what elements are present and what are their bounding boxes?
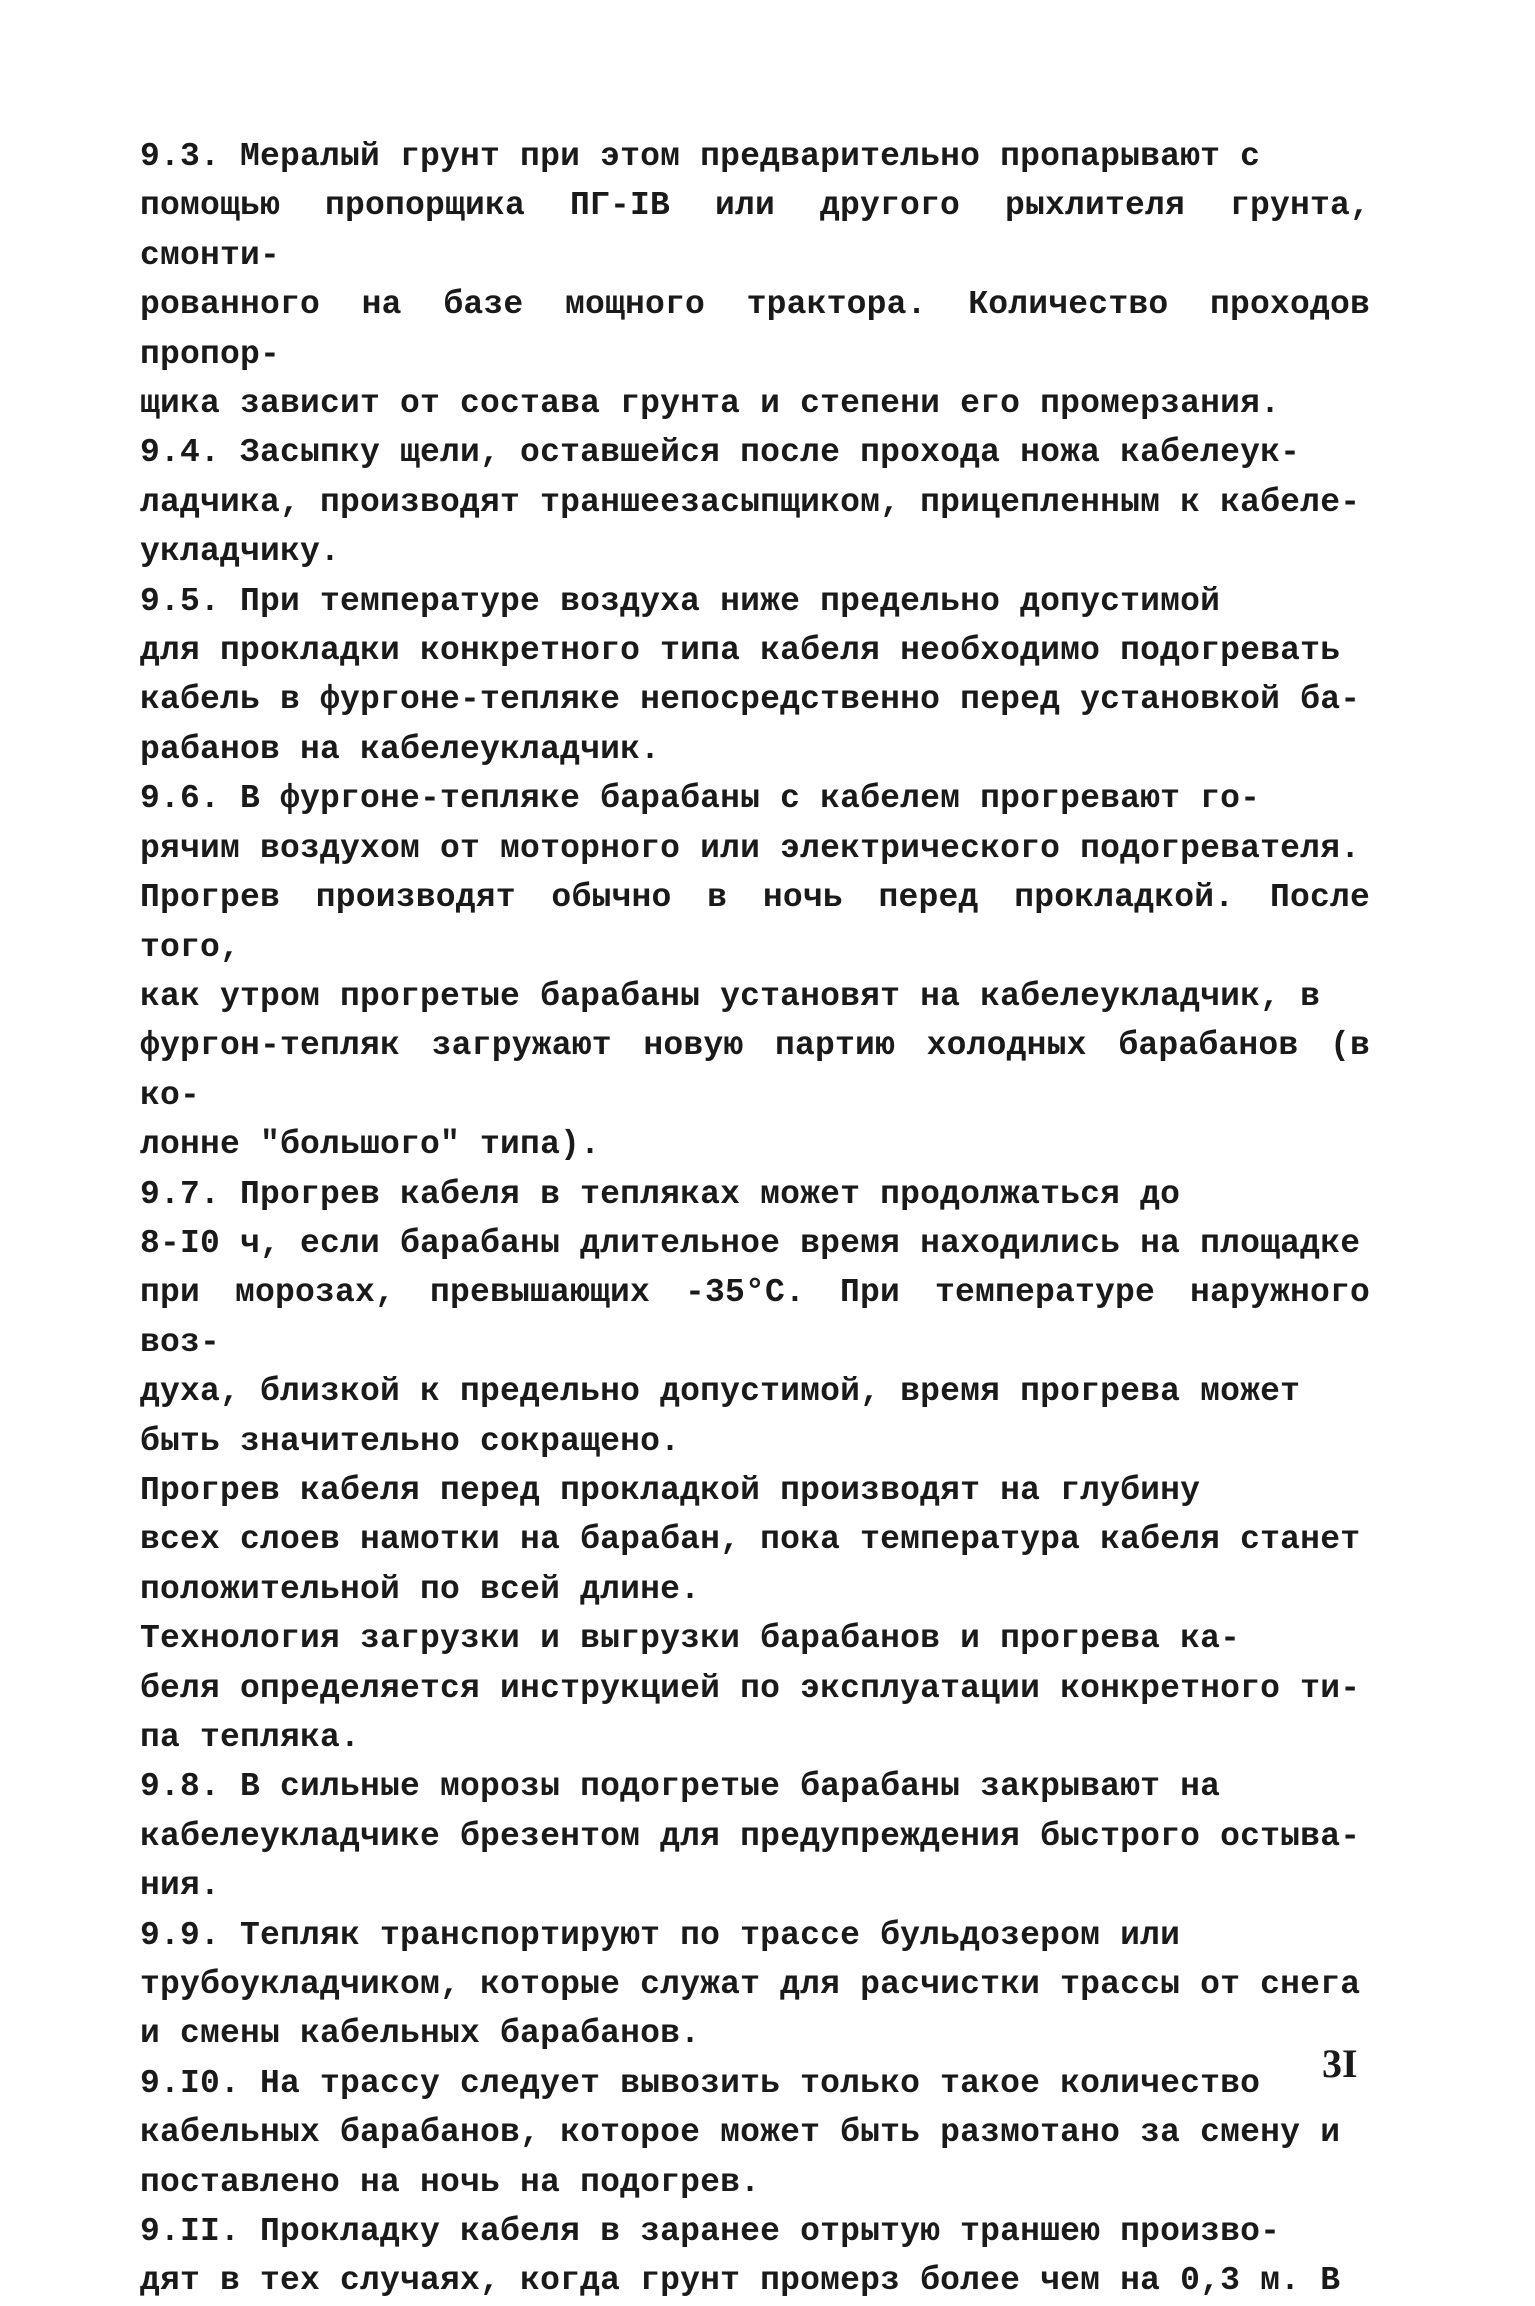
paragraph-technology: Технология загрузки и выгрузки барабанов и прогрева ка- беля определяется инструкцией по эксплуатации конкретного ти- па тепляка. xyxy=(140,1620,1361,1756)
paragraph-9-6: 9.6. В фургоне-тепляке барабаны с кабелем прогревают го- рячим воздухом от моторного или электрического подогревателя. Прогрев производят обычно в ночь перед прокладкой. После того, как утром прогретые барабаны установят на кабелеукладчик, в фургон-тепляк загружают новую партию холодных барабанов (в ко- лонне "большого" типа). xyxy=(140,780,1370,1164)
paragraph-9-3: 9.3. Мералый грунт при этом предварительно пропарывают с помощью пропорщика ПГ-IВ или другого рыхлителя грунта, смонти- рованного на базе мощного трактора. Количество проходов пропор- щика зависит от состава грунта и степени его промерзания. xyxy=(140,138,1370,423)
document-body xyxy=(140,132,1370,2306)
paragraph-9-8: 9.8. В сильные морозы подогретые барабаны закрывают на кабелеукладчике брезентом для предупреждения быстрого остыва- ния. xyxy=(140,1768,1361,1905)
paragraph-9-11: 9.II. Прокладку кабеля в заранее отрытую траншею произво- дят в тех случаях, когда грунт промерз более чем на 0,3 м. В xyxy=(140,2213,1341,2300)
page-number: 3I xyxy=(1322,2041,1358,2086)
paragraph-9-5: 9.5. При температуре воздуха ниже предельно допустимой для прокладки конкретного типа кабеля необходимо подогревать кабель в фургоне-тепляке непосредственно перед установкой ба- рабанов на кабелеукладчик. xyxy=(140,582,1361,768)
paragraph-9-7: 9.7. Прогрев кабеля в тепляках может продолжаться до 8-I0 ч, если барабаны длительное время находились на площадке при морозах, превышающих -35°С. При температуре наружного воз- духа, близкой к предельно допустимой, время прогрева может быть значительно сокращено. xyxy=(140,1175,1370,1460)
paragraph-heating-depth: Прогрев кабеля перед прокладкой производят на глубину всех слоев намотки на барабан, пока температура кабеля станет положительной по всей длине. xyxy=(140,1471,1361,1608)
paragraph-9-4: 9.4. Засыпку щели, оставшейся после прохода ножа кабелеук- ладчика, производят траншеезасыпщиком, прицепленным к кабеле- укладчику. xyxy=(140,434,1361,571)
paragraph-9-9: 9.9. Тепляк транспортируют по трассе бульдозером или трубоукладчиком, которые служат для расчистки трассы от снега и смены кабельных барабанов. xyxy=(140,1916,1361,2053)
paragraph-9-10: 9.I0. На трассу следует вывозить только такое количество кабельных барабанов, которое может быть размотано за смену и поставлено на ночь на подогрев. xyxy=(140,2064,1341,2201)
